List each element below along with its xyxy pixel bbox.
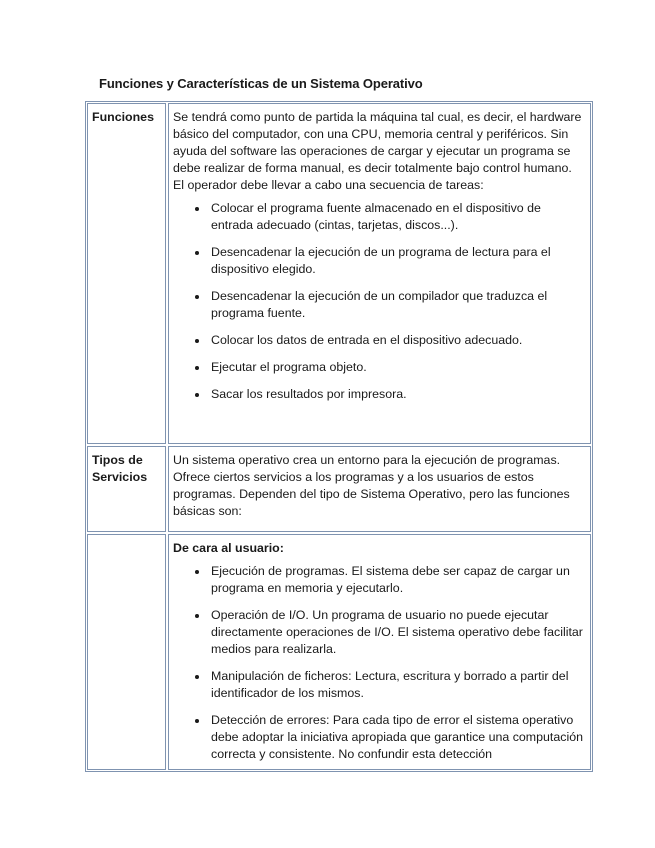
usuario-heading: De cara al usuario: xyxy=(173,541,284,555)
table-row-tipos-servicios xyxy=(87,446,591,532)
list-item: Detección de errores: Para cada tipo de error el sistema operativo debe adoptar la iniciativa apropiada que garantice una computación correcta y consistente. No confundir esta detección xyxy=(173,712,586,763)
list-item: Colocar el programa fuente almacenado en el dispositivo de entrada adecuado (cintas, tarjetas, discos...). xyxy=(173,200,586,234)
list-item: Operación de I/O. Un programa de usuario no puede ejecutar directamente operaciones de I/O. El sistema operativo debe facilitar medios para realizarla. xyxy=(173,607,586,658)
list-item: Desencadenar la ejecución de un programa de lectura para el dispositivo elegido. xyxy=(173,244,586,278)
usuario-service-list xyxy=(173,563,586,763)
funciones-task-list xyxy=(173,200,586,403)
row-content-funciones xyxy=(168,103,591,444)
list-item: Manipulación de ficheros: Lectura, escritura y borrado a partir del identificador de los mismos. xyxy=(173,668,586,702)
row-content-tipos-servicios xyxy=(168,446,591,532)
table-row-funciones xyxy=(87,103,591,444)
funciones-paragraph: Se tendrá como punto de partida la máquina tal cual, es decir, el hardware básico del computador, con una CPU, memoria central y periféricos. Sin ayuda del software las operaciones de cargar y ejecutar un programa se debe realizar de forma manual, es decir totalmente bajo control humano. El operador debe llevar a cabo una secuencia de tareas: xyxy=(173,110,582,192)
list-item: Desencadenar la ejecución de un compilador que traduzca el programa fuente. xyxy=(173,288,586,322)
row-label-empty xyxy=(87,534,166,770)
row-label-funciones: Funciones xyxy=(87,103,166,444)
list-item: Ejecución de programas. El sistema debe ser capaz de cargar un programa en memoria y ejecutarlo. xyxy=(173,563,586,597)
tipos-servicios-paragraph: Un sistema operativo crea un entorno para la ejecución de programas. Ofrece ciertos servicios a los programas y a los usuarios de estos programas. Dependen del tipo de Sistema Operativo, pero las funciones básicas son: xyxy=(173,453,570,518)
features-table xyxy=(85,101,593,772)
row-label-tipos-servicios: Tipos de Servicios xyxy=(87,446,166,532)
list-item: Ejecutar el programa objeto. xyxy=(173,359,586,376)
document-title: Funciones y Características de un Sistema Operativo xyxy=(99,76,423,91)
row-content-usuario xyxy=(168,534,591,770)
list-item: Sacar los resultados por impresora. xyxy=(173,386,586,403)
list-item: Colocar los datos de entrada en el dispositivo adecuado. xyxy=(173,332,586,349)
table-row-usuario xyxy=(87,534,591,770)
